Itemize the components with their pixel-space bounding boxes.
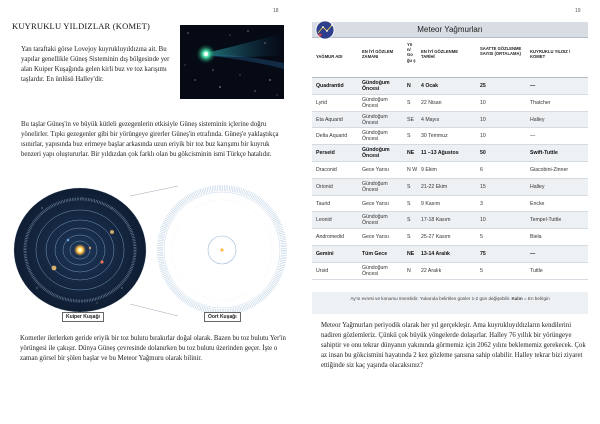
row-observation-time: Gündoğum Öncesi xyxy=(362,96,388,109)
table-header-bar xyxy=(312,22,588,38)
kuiper-belt-label: Kuiper Kuşağı xyxy=(62,312,104,322)
row-parent-comet: — xyxy=(530,251,536,257)
row-direction: NE xyxy=(407,251,415,257)
row-observation-time: Gece Yarısı xyxy=(362,167,389,173)
table-row xyxy=(312,95,588,112)
row-name: Orionid xyxy=(316,183,333,190)
row-peak-date: 17-18 Kasım xyxy=(421,217,451,224)
intro-paragraph: Yan taraftaki görse Lovejoy kuyrukluyıldızına ait. Bu yapılar genellikle Güneş Sisteminin dış bölgesinde yer alan Kuiper Kuşağında gelen kirli buz ve toz karışımı taşlardır. En ünlüsü Halley'dir. xyxy=(21,46,170,83)
row-parent-comet: Thatcher xyxy=(530,99,551,106)
row-observation-time: Gündoğum Öncesi xyxy=(362,113,388,126)
row-parent-comet: — xyxy=(530,83,536,89)
row-peak-date: 22 Aralık xyxy=(421,267,442,274)
row-observation-time: Gündoğum Öncesi xyxy=(362,214,388,227)
row-hourly-rate: 50 xyxy=(480,150,486,157)
row-name: Taurid xyxy=(316,200,331,207)
row-parent-comet: Halley xyxy=(530,116,545,123)
table-row xyxy=(312,112,588,129)
row-hourly-rate: 15 xyxy=(480,183,486,190)
row-parent-comet: Tuttle xyxy=(530,267,543,274)
row-parent-comet: Swift-Tuttle xyxy=(530,150,558,157)
row-name: Eta Aquarid xyxy=(316,116,343,123)
table-footnote-text: Ay'ın evresi ve konumu önemlidir. Yukarıda belirtilen günler 1-2 gün değişebilir. xyxy=(350,296,511,301)
row-name: Perseid xyxy=(316,150,335,157)
row-observation-time: Gündoğum Öncesi xyxy=(362,180,388,193)
table-row xyxy=(312,246,588,263)
halley-paragraph: Meteor Yağmurları periyodik olarak her yıl gerçekleşir. Ama kuyrukluyıldızların kendilerini nadiren gözlemleriz. Çünkü çok büyük yöngelerde dolaşırlar. Halley 76 yıllık bir yörüngeye sahiptir ve onu tekrar dünyanın yakınında görmemiz için 2062 yılını beklememiz gerekecek. Çok az insan bu gökcismini hayatında 2 kez gözleme şansına sahip olabilir. Halley tekrar bizi ziyaret ettiğinde siz kaç yaşında olacaksınız? xyxy=(321,322,586,369)
row-hourly-rate: 6 xyxy=(480,167,483,173)
comet-paragraph: Bu taşlar Güneş'in ve büyük kütleli gezegenlerin etkisiyle Güneş sisteminin içlerine doğru yönelirler. Tıpkı gezegenler gibi bir yörüngeye girerler Güneş'in etrafında. Güneş'e yaklaştıkça ısınırlar, yapısında buz erimeye başlar arkasında uzun eriyik bir toz buz karışımı bir kuyruk benzeri yapı oluştururlar. Bir yıldızdan çok farklı olan bu gökcisminin ismi Türkçe hatalıdır. xyxy=(21,121,279,158)
column-header-time: EN İYİ GÖZLEM ZAMANI xyxy=(362,49,394,60)
row-parent-comet: Encke xyxy=(530,200,545,207)
row-direction: SE xyxy=(407,116,414,123)
row-direction: S xyxy=(407,99,411,106)
row-peak-date: 22 Nisan xyxy=(421,99,442,106)
table-footnote-end: = En belirgin xyxy=(523,296,550,301)
row-direction: S xyxy=(407,200,411,207)
row-observation-time: Gece Yarısı xyxy=(362,234,389,241)
row-name: Andromedid xyxy=(316,234,344,241)
row-observation-time: Gündoğum Öncesi xyxy=(362,147,390,160)
row-direction: NE xyxy=(407,150,415,157)
row-observation-time: Gündoğum Öncesi xyxy=(362,80,390,92)
row-peak-date: 4 Mayıs xyxy=(421,116,440,123)
table-row xyxy=(312,179,588,196)
row-direction: S xyxy=(407,234,411,241)
column-header-parent-comet: KUYRUKLU YILDIZ / KOMET xyxy=(530,49,571,60)
table-title: Meteor Yağmurları xyxy=(417,25,483,34)
row-parent-comet: Biela xyxy=(530,234,542,241)
table-row xyxy=(312,162,588,179)
table-row xyxy=(312,229,588,246)
row-name: Ursid xyxy=(316,267,329,274)
row-observation-time: Gece Yarısı xyxy=(362,200,389,207)
table-row xyxy=(312,212,588,229)
column-header-rate: SAATTE GÖZLENME SAYISI (ORTALAMA) xyxy=(480,46,522,57)
row-peak-date: 4 Ocak xyxy=(421,83,439,89)
row-direction: S xyxy=(407,217,411,224)
row-parent-comet: Tempel-Tuttle xyxy=(530,217,562,224)
row-hourly-rate: 10 xyxy=(480,116,486,123)
row-name: Quadrantid xyxy=(316,83,344,89)
row-parent-comet: Halley xyxy=(530,183,545,190)
table-row xyxy=(312,145,588,162)
row-parent-comet: Giacobini-Zinner xyxy=(530,167,569,173)
column-header-date: EN İYİ GÖZLENME TARİHİ xyxy=(421,49,458,60)
table-footnote-bold-word: Kalın xyxy=(511,296,523,301)
row-observation-time: Gündoğum Öncesi xyxy=(362,130,388,143)
table-footnote xyxy=(312,292,588,314)
page-number-left: 18 xyxy=(273,8,279,14)
column-header-name: YAĞMUR ADI xyxy=(316,54,343,59)
row-direction: S xyxy=(407,133,411,140)
row-hourly-rate: 5 xyxy=(480,234,483,241)
row-name: Delta Aquarid xyxy=(316,133,348,140)
row-hourly-rate: 10 xyxy=(480,133,486,140)
row-hourly-rate: 10 xyxy=(480,99,486,106)
row-hourly-rate: 75 xyxy=(480,251,486,257)
row-peak-date: 13-14 Aralık xyxy=(421,251,450,257)
table-row xyxy=(312,263,588,280)
meteor-shower-paragraph: Kometler ilerlerken geride eriyik bir toz bulutu bırakırlar doğal olarak. Bazen bu toz bulutu Yer'in yörüngesi ile çakışır. Dünya Güneş çevresinde dolanırken bu toz bulutu üzerinden geçer. İşte o zaman görsel bir şölen başlar ve bu Meteor Yağmuru olarak bilinir. xyxy=(20,335,286,362)
row-direction: N xyxy=(407,267,411,274)
row-peak-date: 11 –13 Ağustos xyxy=(421,150,459,157)
row-peak-date: 25-27 Kasım xyxy=(421,234,451,241)
row-observation-time: Tüm Gece xyxy=(362,251,388,257)
row-hourly-rate: 3 xyxy=(480,200,483,207)
table-row xyxy=(312,78,588,95)
comet-photo xyxy=(180,25,284,99)
row-observation-time: Gündoğum Öncesi xyxy=(362,264,388,277)
row-hourly-rate: 25 xyxy=(480,83,486,89)
row-hourly-rate: 10 xyxy=(480,217,486,224)
row-peak-date: 30 Temmuz xyxy=(421,133,448,140)
row-name: Draconid xyxy=(316,167,337,173)
row-direction: N W xyxy=(407,167,418,173)
row-hourly-rate: 5 xyxy=(480,267,483,274)
row-direction: N xyxy=(407,83,411,89)
row-peak-date: 9 Kasım xyxy=(421,200,441,207)
row-name: Gemini xyxy=(316,251,334,257)
table-row xyxy=(312,128,588,145)
row-peak-date: 21-22 Ekim xyxy=(421,183,448,190)
row-name: Leonid xyxy=(316,217,332,224)
kuiper-oort-diagram xyxy=(12,178,288,326)
section-title: KUYRUKLU YILDIZLAR (KOMET) xyxy=(12,21,151,31)
row-direction: S xyxy=(407,183,411,190)
table-row xyxy=(312,196,588,213)
row-name: Lyrid xyxy=(316,99,328,106)
column-header-direction: Yö n/ Go ğu ş xyxy=(407,42,416,63)
row-parent-comet: — xyxy=(530,133,536,140)
table-column-headers xyxy=(312,38,588,78)
oort-cloud-label: Oort Kuşağı xyxy=(204,312,241,322)
page-number-right: 19 xyxy=(575,8,581,14)
row-peak-date: 9 Ekim xyxy=(421,167,437,173)
